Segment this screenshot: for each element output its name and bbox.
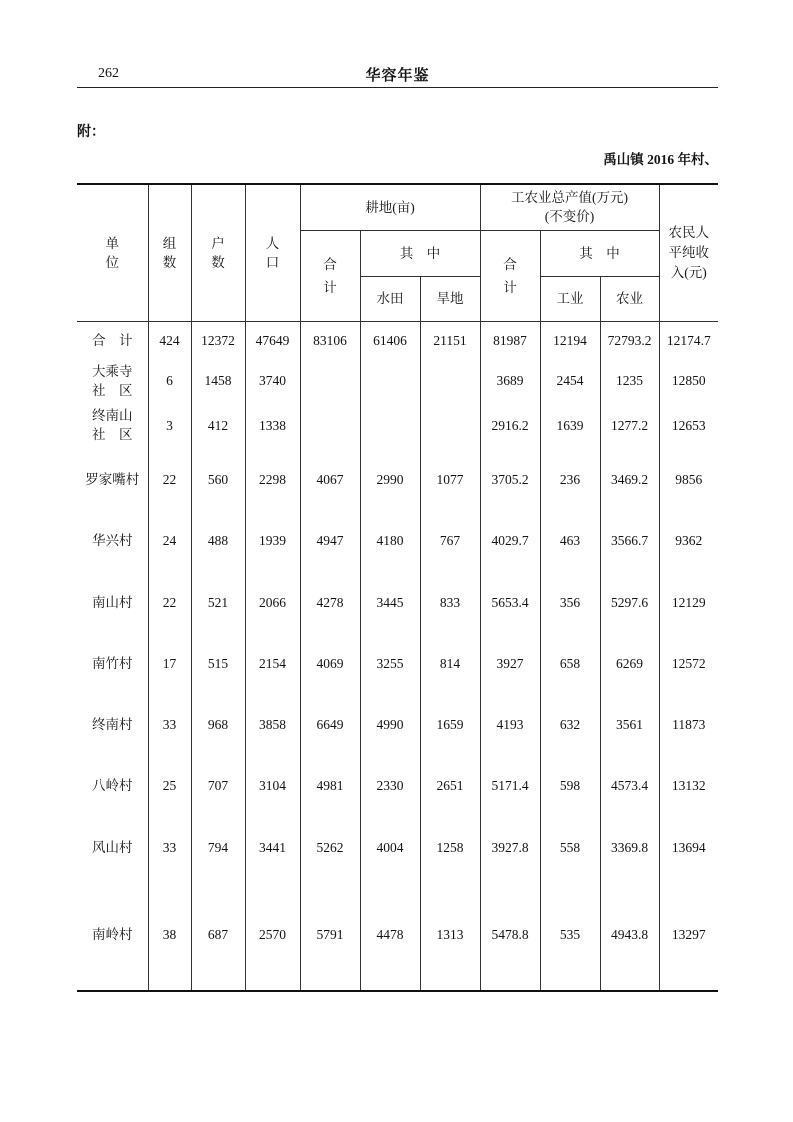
cell-dry-land: 1258 [420, 816, 480, 878]
table-row [77, 402, 718, 448]
cell-population: 3858 [245, 694, 300, 755]
th-income: 农民人 平纯收 入(元) [659, 184, 718, 321]
cell-farmland-total [300, 402, 360, 448]
cell-agriculture: 3369.8 [600, 816, 659, 878]
cell-population: 2570 [245, 878, 300, 991]
cell-agriculture: 4943.8 [600, 878, 659, 991]
cell-dry-land: 814 [420, 633, 480, 694]
cell-output-total: 5171.4 [480, 755, 540, 816]
cell-agriculture: 3561 [600, 694, 659, 755]
cell-population: 47649 [245, 321, 300, 359]
cell-output-total: 3705.2 [480, 448, 540, 510]
cell-unit: 合 计 [77, 321, 148, 359]
table-row [77, 816, 718, 878]
cell-farmland-total: 4947 [300, 510, 360, 571]
cell-groups: 22 [148, 571, 191, 633]
cell-population: 1338 [245, 402, 300, 448]
cell-industry: 463 [540, 510, 600, 571]
th-households: 户 数 [191, 184, 245, 321]
cell-agriculture: 3566.7 [600, 510, 659, 571]
cell-dry-land: 1313 [420, 878, 480, 991]
cell-groups: 6 [148, 359, 191, 402]
cell-population: 1939 [245, 510, 300, 571]
cell-agriculture: 6269 [600, 633, 659, 694]
cell-unit: 南竹村 [77, 633, 148, 694]
th-farmland: 耕地(亩) [300, 184, 480, 230]
cell-groups: 25 [148, 755, 191, 816]
table-body [77, 321, 718, 991]
cell-output-total: 4193 [480, 694, 540, 755]
cell-unit: 南岭村 [77, 878, 148, 991]
cell-output-total: 5653.4 [480, 571, 540, 633]
cell-dry-land: 21151 [420, 321, 480, 359]
cell-income: 9362 [659, 510, 718, 571]
header-row [77, 184, 718, 230]
cell-paddy: 4478 [360, 878, 420, 991]
cell-income: 12174.7 [659, 321, 718, 359]
cell-paddy: 2990 [360, 448, 420, 510]
cell-output-total: 3689 [480, 359, 540, 402]
cell-agriculture: 72793.2 [600, 321, 659, 359]
cell-agriculture: 5297.6 [600, 571, 659, 633]
table-header [77, 184, 718, 321]
cell-groups: 33 [148, 816, 191, 878]
cell-unit: 大乘寺 社 区 [77, 359, 148, 402]
cell-groups: 424 [148, 321, 191, 359]
th-unit: 单 位 [77, 184, 148, 321]
th-paddy: 水田 [360, 276, 420, 321]
table-row [77, 633, 718, 694]
cell-population: 2298 [245, 448, 300, 510]
cell-income: 9856 [659, 448, 718, 510]
cell-industry: 598 [540, 755, 600, 816]
th-population: 人 口 [245, 184, 300, 321]
cell-population: 3740 [245, 359, 300, 402]
cell-households: 794 [191, 816, 245, 878]
cell-income: 13132 [659, 755, 718, 816]
cell-farmland-total: 83106 [300, 321, 360, 359]
table-row [77, 359, 718, 402]
cell-income: 12129 [659, 571, 718, 633]
cell-output-total: 3927 [480, 633, 540, 694]
cell-industry: 535 [540, 878, 600, 991]
cell-output-total: 3927.8 [480, 816, 540, 878]
cell-households: 687 [191, 878, 245, 991]
cell-farmland-total: 4069 [300, 633, 360, 694]
cell-farmland-total: 5791 [300, 878, 360, 991]
cell-industry: 236 [540, 448, 600, 510]
table-row [77, 571, 718, 633]
cell-income: 13297 [659, 878, 718, 991]
cell-paddy [360, 359, 420, 402]
th-industry: 工业 [540, 276, 600, 321]
cell-dry-land [420, 402, 480, 448]
cell-households: 488 [191, 510, 245, 571]
cell-agriculture: 4573.4 [600, 755, 659, 816]
table-caption: 禹山镇 2016 年村、 [603, 152, 718, 167]
cell-output-total: 4029.7 [480, 510, 540, 571]
cell-agriculture: 1277.2 [600, 402, 659, 448]
cell-paddy: 4990 [360, 694, 420, 755]
cell-income: 13694 [659, 816, 718, 878]
cell-income: 11873 [659, 694, 718, 755]
cell-groups: 22 [148, 448, 191, 510]
cell-unit: 风山村 [77, 816, 148, 878]
cell-households: 521 [191, 571, 245, 633]
cell-income: 12572 [659, 633, 718, 694]
cell-paddy: 4180 [360, 510, 420, 571]
cell-farmland-total: 4067 [300, 448, 360, 510]
th-output-of-which: 其 中 [540, 230, 659, 276]
cell-industry: 632 [540, 694, 600, 755]
cell-groups: 3 [148, 402, 191, 448]
cell-dry-land: 1659 [420, 694, 480, 755]
table-row [77, 755, 718, 816]
cell-farmland-total: 4981 [300, 755, 360, 816]
th-agriculture: 农业 [600, 276, 659, 321]
cell-paddy: 3255 [360, 633, 420, 694]
cell-dry-land: 767 [420, 510, 480, 571]
page-number: 262 [98, 66, 119, 81]
cell-unit: 八岭村 [77, 755, 148, 816]
cell-groups: 17 [148, 633, 191, 694]
cell-paddy [360, 402, 420, 448]
cell-population: 2066 [245, 571, 300, 633]
cell-dry-land: 1077 [420, 448, 480, 510]
th-farmland-of-which: 其 中 [360, 230, 480, 276]
cell-income: 12850 [659, 359, 718, 402]
table-row [77, 448, 718, 510]
book-title: 华容年鉴 [365, 68, 430, 84]
th-farmland-total: 合 计 [300, 230, 360, 321]
cell-population: 2154 [245, 633, 300, 694]
cell-unit: 南山村 [77, 571, 148, 633]
th-groups: 组 数 [148, 184, 191, 321]
cell-households: 515 [191, 633, 245, 694]
cell-unit: 终南村 [77, 694, 148, 755]
cell-income: 12653 [659, 402, 718, 448]
cell-households: 12372 [191, 321, 245, 359]
cell-unit: 罗家嘴村 [77, 448, 148, 510]
th-output-total: 合 计 [480, 230, 540, 321]
cell-industry: 2454 [540, 359, 600, 402]
cell-dry-land: 833 [420, 571, 480, 633]
table-row [77, 694, 718, 755]
table-row [77, 878, 718, 991]
th-dry-land: 旱地 [420, 276, 480, 321]
cell-households: 707 [191, 755, 245, 816]
cell-farmland-total: 4278 [300, 571, 360, 633]
cell-farmland-total [300, 359, 360, 402]
cell-paddy: 61406 [360, 321, 420, 359]
cell-groups: 33 [148, 694, 191, 755]
cell-population: 3441 [245, 816, 300, 878]
cell-paddy: 3445 [360, 571, 420, 633]
cell-agriculture: 3469.2 [600, 448, 659, 510]
cell-paddy: 4004 [360, 816, 420, 878]
cell-paddy: 2330 [360, 755, 420, 816]
table-row [77, 321, 718, 359]
cell-agriculture: 1235 [600, 359, 659, 402]
table-row [77, 510, 718, 571]
cell-industry: 356 [540, 571, 600, 633]
cell-households: 560 [191, 448, 245, 510]
cell-unit: 终南山 社 区 [77, 402, 148, 448]
statistics-table [77, 183, 718, 992]
cell-unit: 华兴村 [77, 510, 148, 571]
cell-output-total: 2916.2 [480, 402, 540, 448]
cell-industry: 1639 [540, 402, 600, 448]
cell-groups: 24 [148, 510, 191, 571]
statistics-table-container [77, 183, 718, 992]
appendix-label: 附： [77, 125, 105, 140]
cell-households: 412 [191, 402, 245, 448]
cell-households: 968 [191, 694, 245, 755]
cell-industry: 658 [540, 633, 600, 694]
cell-farmland-total: 6649 [300, 694, 360, 755]
cell-industry: 12194 [540, 321, 600, 359]
cell-households: 1458 [191, 359, 245, 402]
running-head [77, 64, 718, 88]
cell-dry-land: 2651 [420, 755, 480, 816]
th-output: 工农业总产值(万元) (不变价) [480, 184, 659, 230]
cell-industry: 558 [540, 816, 600, 878]
cell-output-total: 81987 [480, 321, 540, 359]
cell-dry-land [420, 359, 480, 402]
cell-output-total: 5478.8 [480, 878, 540, 991]
cell-farmland-total: 5262 [300, 816, 360, 878]
cell-population: 3104 [245, 755, 300, 816]
cell-groups: 38 [148, 878, 191, 991]
